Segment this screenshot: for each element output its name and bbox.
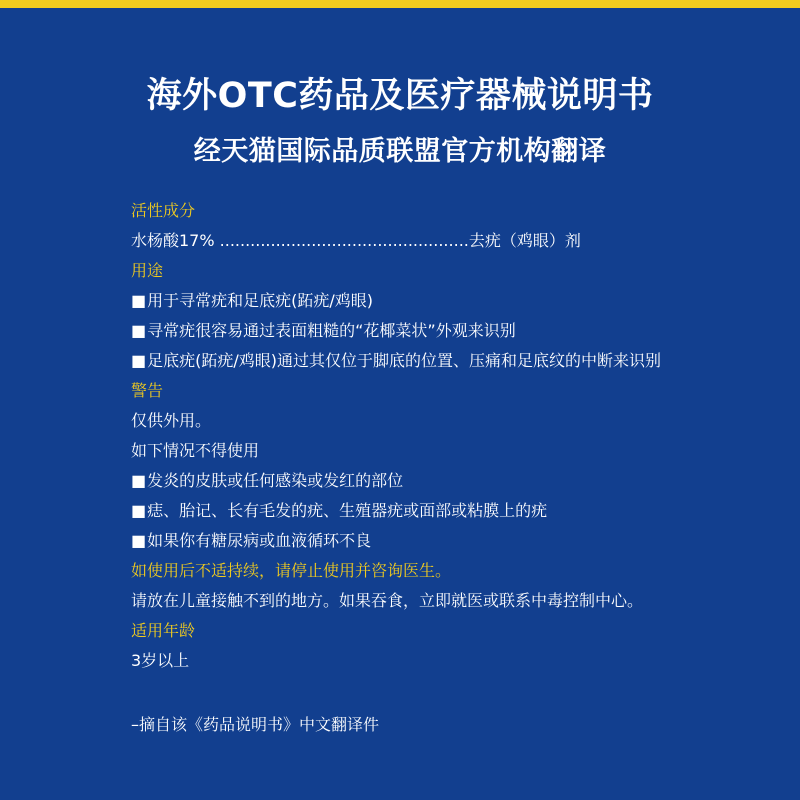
warning-item: [131, 496, 691, 526]
warning-item-text: 痣、胎记、长有毛发的疣、生殖器疣或面部或粘膜上的疣: [147, 501, 548, 520]
warning-item-text: 如果你有糖尿病或血液循环不良: [147, 531, 372, 550]
warning-item: [131, 466, 691, 496]
section-spacer: [131, 676, 691, 710]
do-not-use-text: 如下情况不得使用: [131, 441, 260, 460]
bullet-square-icon: ■: [131, 531, 147, 550]
page-title: 海外OTC药品及医疗器械说明书: [146, 76, 654, 116]
bullet-square-icon: ■: [131, 321, 147, 340]
source-footnote: –摘自该《药品说明书》中文翻译件: [131, 715, 380, 734]
bullet-square-icon: ■: [131, 291, 147, 310]
uses-item: [131, 286, 691, 316]
age-text: 3岁以上: [131, 651, 190, 670]
active-ingredient-heading: 活性成分: [131, 201, 196, 220]
uses-item-text: 用于寻常疣和足底疣(跖疣/鸡眼): [147, 291, 374, 310]
uses-item-text: 足底疣(跖疣/鸡眼)通过其仅位于脚底的位置、压痛和足底纹的中断来识别: [147, 351, 662, 370]
warning-item-text: 发炎的皮肤或任何感染或发红的部位: [147, 471, 404, 490]
age-heading: 适用年龄: [131, 621, 196, 640]
page-subtitle: 经天猫国际品质联盟官方机构翻译: [193, 136, 607, 167]
bullet-square-icon: ■: [131, 351, 147, 370]
top-accent-stripe: [0, 0, 800, 8]
uses-item-text: 寻常疣很容易通过表面粗糙的“花椰菜状”外观来识别: [147, 321, 516, 340]
instructions-body: [131, 196, 691, 740]
bullet-square-icon: ■: [131, 471, 147, 490]
active-ingredient-text: 水杨酸17% .................................................去疣（鸡眼）剂: [131, 231, 581, 250]
warning-item: [131, 526, 691, 556]
uses-item: [131, 346, 691, 376]
bullet-square-icon: ■: [131, 501, 147, 520]
uses-item: [131, 316, 691, 346]
external-use-text: 仅供外用。: [131, 411, 212, 430]
stop-use-text: 如使用后不适持续，请停止使用并咨询医生。: [131, 561, 452, 580]
keep-away-text: 请放在儿童接触不到的地方。如果吞食，立即就医或联系中毒控制中心。: [131, 591, 644, 610]
warnings-heading: 警告: [131, 381, 164, 400]
uses-heading: 用途: [131, 261, 164, 280]
